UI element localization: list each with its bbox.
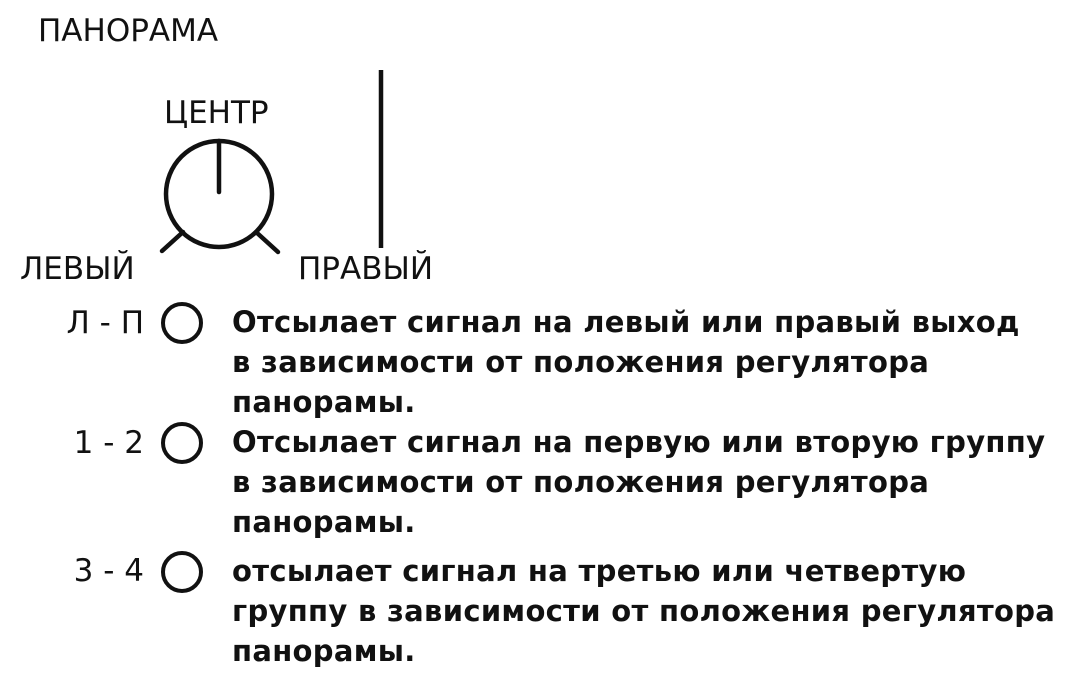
right-label: ПРАВЫЙ [298,251,434,287]
description-line: панорамы. [232,634,416,668]
description-line: панорамы. [232,505,416,539]
row-key-lr: Л - П [66,305,144,341]
row-key-12: 1 - 2 [73,425,144,461]
row-description-lr [232,302,1052,422]
description-line: Отсылает сигнал на левый или правый выход [232,305,1020,339]
description-line: Отсылает сигнал на первую или вторую группу [232,425,1046,459]
row-key-34: 3 - 4 [73,553,144,589]
description-line: отсылает сигнал на третью или четвертую [232,554,967,588]
description-line: в зависимости от положения регулятора [232,345,930,379]
center-label: ЦЕНТР [164,95,269,131]
knob-right-tick [256,232,278,252]
row-description-12 [232,422,1052,542]
description-line: панорамы. [232,385,416,419]
description-line: группу в зависимости от положения регулятора [232,594,1056,628]
group12-button-icon [163,424,201,462]
diagram-title: ПАНОРАМА [38,13,219,49]
left-label: ЛЕВЫЙ [20,251,135,287]
knob-left-tick [162,232,183,251]
description-line: в зависимости от положения регулятора [232,465,930,499]
group34-button-icon [163,553,201,591]
lr-button-icon [163,304,201,342]
row-description-34 [232,551,1056,671]
